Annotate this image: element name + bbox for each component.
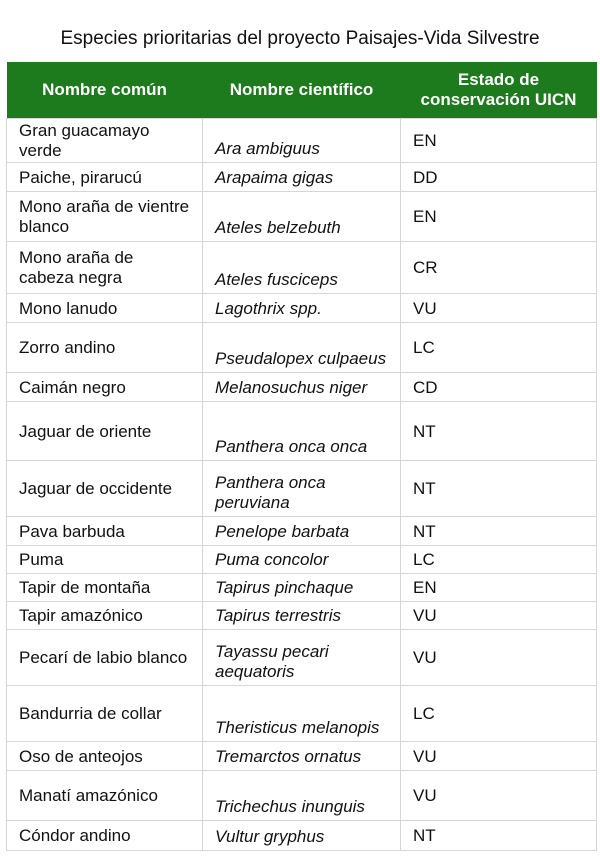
- cell-nombre-cientifico: Lagothrix spp.: [203, 294, 401, 323]
- cell-nombre-comun: Mono araña de vientre blanco: [7, 192, 203, 242]
- cell-nombre-cientifico: Ateles fusciceps: [203, 242, 401, 294]
- cell-estado: NT: [401, 461, 597, 517]
- cell-estado: CD: [401, 373, 597, 402]
- header-nombre-cientifico: Nombre científico: [203, 62, 401, 119]
- table-row: [7, 630, 597, 686]
- table-row: [7, 771, 597, 821]
- table-row: [7, 517, 597, 546]
- cell-estado: VU: [401, 294, 597, 323]
- cell-estado: NT: [401, 402, 597, 461]
- page-title: Especies prioritarias del proyecto Paisajes-Vida Silvestre: [60, 28, 540, 49]
- table-row: [7, 373, 597, 402]
- cell-nombre-comun: Caimán negro: [7, 373, 203, 402]
- cell-nombre-cientifico: Tayassu pecari aequatoris: [203, 630, 401, 686]
- cell-nombre-comun: Pecarí de labio blanco: [7, 630, 203, 686]
- cell-nombre-comun: Jaguar de oriente: [7, 402, 203, 461]
- cell-nombre-cientifico: Ateles belzebuth: [203, 192, 401, 242]
- cell-estado: NT: [401, 517, 597, 546]
- cell-nombre-comun: Bandurria de collar: [7, 686, 203, 742]
- table-row: [7, 686, 597, 742]
- cell-estado: VU: [401, 742, 597, 771]
- header-row: [7, 62, 597, 119]
- cell-nombre-comun: Puma: [7, 546, 203, 574]
- cell-estado: CR: [401, 242, 597, 294]
- table-header: [7, 62, 597, 119]
- cell-nombre-cientifico: Arapaima gigas: [203, 163, 401, 192]
- cell-estado: LC: [401, 323, 597, 373]
- cell-estado: LC: [401, 546, 597, 574]
- table-row: [7, 242, 597, 294]
- table-body: [7, 119, 597, 851]
- table-row: [7, 461, 597, 517]
- cell-estado: EN: [401, 574, 597, 602]
- table-row: [7, 402, 597, 461]
- cell-nombre-cientifico: Vultur gryphus: [203, 821, 401, 851]
- cell-nombre-cientifico: Tapirus pinchaque: [203, 574, 401, 602]
- table-row: [7, 546, 597, 574]
- cell-nombre-comun: Paiche, pirarucú: [7, 163, 203, 192]
- table-row: [7, 742, 597, 771]
- table-row: [7, 294, 597, 323]
- cell-nombre-comun: Jaguar de occidente: [7, 461, 203, 517]
- table-row: [7, 163, 597, 192]
- cell-nombre-comun: Gran guacamayo verde: [7, 119, 203, 163]
- cell-nombre-comun: Tapir de montaña: [7, 574, 203, 602]
- cell-estado: EN: [401, 192, 597, 242]
- cell-nombre-cientifico: Tremarctos ornatus: [203, 742, 401, 771]
- table-row: [7, 119, 597, 163]
- cell-nombre-comun: Zorro andino: [7, 323, 203, 373]
- cell-nombre-comun: Tapir amazónico: [7, 602, 203, 630]
- cell-nombre-cientifico: Tapirus terrestris: [203, 602, 401, 630]
- cell-estado: VU: [401, 602, 597, 630]
- species-table: [6, 62, 597, 851]
- cell-estado: EN: [401, 119, 597, 163]
- table-row: [7, 192, 597, 242]
- cell-nombre-comun: Mono araña de cabeza negra: [7, 242, 203, 294]
- cell-nombre-comun: Mono lanudo: [7, 294, 203, 323]
- cell-nombre-comun: Manatí amazónico: [7, 771, 203, 821]
- cell-nombre-cientifico: Theristicus melanopis: [203, 686, 401, 742]
- header-estado-conservacion: Estado de conservación UICN: [401, 62, 597, 119]
- cell-nombre-cientifico: Trichechus inunguis: [203, 771, 401, 821]
- table-row: [7, 323, 597, 373]
- cell-nombre-cientifico: Melanosuchus niger: [203, 373, 401, 402]
- cell-estado: VU: [401, 630, 597, 686]
- cell-nombre-cientifico: Pseudalopex culpaeus: [203, 323, 401, 373]
- cell-nombre-cientifico: Penelope barbata: [203, 517, 401, 546]
- cell-estado: DD: [401, 163, 597, 192]
- cell-nombre-cientifico: Puma concolor: [203, 546, 401, 574]
- cell-estado: VU: [401, 771, 597, 821]
- table-row: [7, 574, 597, 602]
- cell-nombre-cientifico: Panthera onca onca: [203, 402, 401, 461]
- cell-nombre-cientifico: Ara ambiguus: [203, 119, 401, 163]
- cell-estado: LC: [401, 686, 597, 742]
- cell-estado: NT: [401, 821, 597, 851]
- cell-nombre-cientifico: Panthera onca peruviana: [203, 461, 401, 517]
- table-row: [7, 602, 597, 630]
- table-row: [7, 821, 597, 851]
- cell-nombre-comun: Pava barbuda: [7, 517, 203, 546]
- cell-nombre-comun: Oso de anteojos: [7, 742, 203, 771]
- header-nombre-comun: Nombre común: [7, 62, 203, 119]
- cell-nombre-comun: Cóndor andino: [7, 821, 203, 851]
